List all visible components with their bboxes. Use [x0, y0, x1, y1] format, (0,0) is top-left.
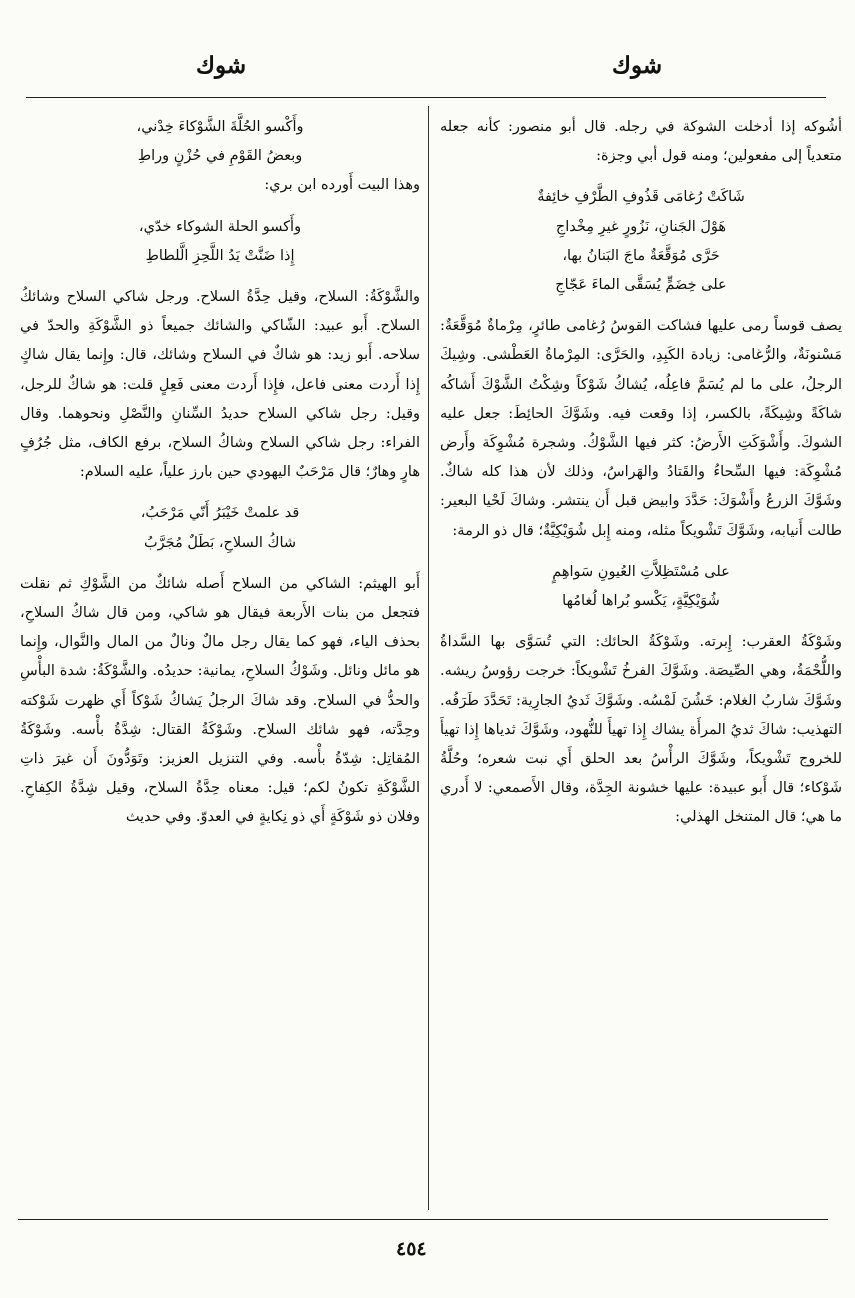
entry-paragraph: أشُوكه إذا أدخلت الشوكة في رجله. قال أبو منصور: كأنه جعله متعدياً إلى مفعولين؛ ومنه قول أبي وجزة: — [440, 119, 842, 165]
verse-line: شُوَيْكِيَّةٍ، يَكْسو بُراها لُغامُها — [562, 593, 720, 610]
verse-line: قد علمتْ خَيْبَرُ أَنّي مَرْحَبُ، — [140, 505, 300, 522]
verse-line: شاكُ السلاحِ، بَطَلٌ مُجَرَّبُ — [143, 534, 297, 551]
page-number: ٤٥٤ — [396, 1238, 427, 1260]
verse-line: وأَكْسو الحُلَّةَ الشَّوْكاءَ خِدْني، — [136, 119, 304, 135]
footer-rule — [18, 1219, 828, 1220]
left-column — [20, 113, 420, 1213]
running-header-left: شوك — [196, 52, 247, 79]
verse-line: شَاكَتْ رُغامَى قَذُوفِ الطَّرْفِ خائِفةٌ — [537, 189, 745, 206]
verse-line: وأَكسو الحلة الشوكاء خدّي، — [138, 218, 302, 235]
entry-paragraph: وشَوْكَةُ العقرب: إِبرته. وشَوْكَةُ الحائك: التي تُسَوَّى بها السَّداةُ واللُّحْمَةُ، وهي الصِّيصَة. وشَوَّكَ الفرخُ تَشْويكاً: خرجت رؤوسُ ريشه. وشَوَّكَ شاربُ الغلام: خَشُنَ لَمْسُه. وشَوَّكَ ثَديُ الجارِية: تَحَدَّدَ طَرَفُه. التهذيب: شاكَ ثديُ المرأَة يشاك إِذا تهيأَ للنُّهود، وشَوَّكَ ثدياها إِذا تهيأَ للخروج تَشْويكاً، وشَوَّكَ الرأْسُ بعد الحلق أَي نبت شعره؛ وحُلَّةُ شَوْكاء؛ قال أَبو عبيدة: عليها خشونة الجِدَّة، وقال الأَصمعي: لا أَدري ما هي؛ قال المتنخل الهذلي: — [440, 634, 842, 826]
header-rule — [26, 97, 826, 98]
right-column — [440, 113, 842, 1213]
entry-paragraph: يصف قوساً رمى عليها فشاكت القوسُ رُغامى طائرٍ، مِرْماةٌ مُوَقَّعَةٌ: مَسْنونَةٌ، والرُّغامى: زيادة الكَبِدِ، والحَرَّى: المِرْماةُ العَطْشى. وشِيكَ الرجلُ، على ما لم يُسَمَّ فاعِلُه، يُشاكُ شَوْكاً وشِكْتُ الشَّوْكَ أَشاكُه شاكَةً وشِيكَةً، بالكسر، إذا وقعت فيه. وشَوَّكَ الحائِطَ: جعل عليه الشوكَ. وأَشْوَكَتِ الأَرضُ: كثر فيها الشَّوْكُ. وشجرة مُشْوِكَة وأَرض مُشْوِكَة: فيها السِّحاءُ والقَتادُ والهَراسُ، وذلك لأن هذا كله شاكٌ. وشَوَّكَ الزرعُ وأَشْوَكَ: حَدَّدَ وابيض قبل أَن ينتشر. وشاكَ لَحْيا البعير: طالت أَنيابه، وشَوَّكَ تَشْويكاً مثله، ومنه إِبل شُوَيْكِيَّةٌ؛ قال ذو الرمة: — [440, 318, 842, 539]
verse-line: إِذا ضَنَّتْ يَدُ اللَّحِزِ الَّلطاطِ — [145, 247, 295, 264]
verse-line: على خِضَمٍّ يُسَقَّى الماءَ عَجّاجِ — [555, 277, 727, 294]
verse-line: حَرَّى مُوَقَّعَةٌ ماجَ البَنانُ بها، — [562, 247, 720, 264]
verse-line: هَوْلَ الجَنانِ، نَزُورٍ غيرِ مِخْداجِ — [555, 218, 727, 235]
running-header-right: شوك — [612, 52, 663, 79]
entry-paragraph: أَبو الهيثم: الشاكي من السلاح أَصله شائكٌ من الشَّوْكِ ثم نقلت فتجعل من بنات الأَربعة فيقال هو شاكي، ومن قال شاكُ السلاحِ، بحذف الياء، فهو كما يقال رجل مالٌ ونالٌ من المال والنَّوال، وإِنما هو مائل ونائل. وشَوْكُ السلاحِ، يمانية: حديدُه. والشَّوْكَةُ: شدة البأْسِ والحدُّ في السلاح. وقد شاكَ الرجلُ يَشاكُ شَوْكاً أَي ظهرت شَوْكته وحِدَّته، فهو شائك السلاح. وشَوْكَةُ القتال: شِدَّةُ بأْسه. وشَوْكَةُ المُقاتِل: شِدّةُ بأْسه. وفي التنزيل العزيز: وتَوَدُّونَ أَن غيرَ ذاتِ الشَّوْكَةِ تكونُ لكم؛ قيل: معناه حِدَّةُ السلاح، وقيل شِدَّةُ الكِفاحِ. وفلان ذو شَوْكَةٍ أَي ذو نِكايةٍ في العدوّ. وفي حديث — [20, 575, 420, 826]
verse-line: وبعضُ القَوْمِ في حُزْنٍ وراطِ — [137, 148, 303, 165]
entry-paragraph: وهذا البيت أَورده ابن بري: — [264, 177, 420, 194]
entry-paragraph: والشَّوْكَةُ: السلاح، وقيل حِدَّةُ السلاح. ورجل شاكي السلاح وشائكُ السلاح. أَبو عبيد: الشّاكي والشائك جميعاً ذو الشَّوْكَةِ والحدّ في سلاحه. أَبو زيد: هو شاكٌ في السلاح وشائك، قال: وإِنما يقال شاكٍ إِذا أَردت معنى فاعل، فإِذا أَردت معنى فَعِلٍ قلت: هو شاكٌ للرجل، وقيل: رجل شاكي السلاح حديدُ السِّنانِ والنَّصْلِ ونحوهما. وقال الفراء: رجل شاكي السلاح وشاكُ السلاح، برفع الكاف، مثل جُرُفٍ هارٍ وهارٌ؛ قال مَرْحَبٌ اليهودي حين بارز علياً، عليه السلام: — [20, 289, 420, 481]
column-divider — [428, 106, 429, 1210]
verse-line: على مُسْتَظِلاَّتِ العُيونِ سَواهِمٍ — [552, 563, 730, 580]
